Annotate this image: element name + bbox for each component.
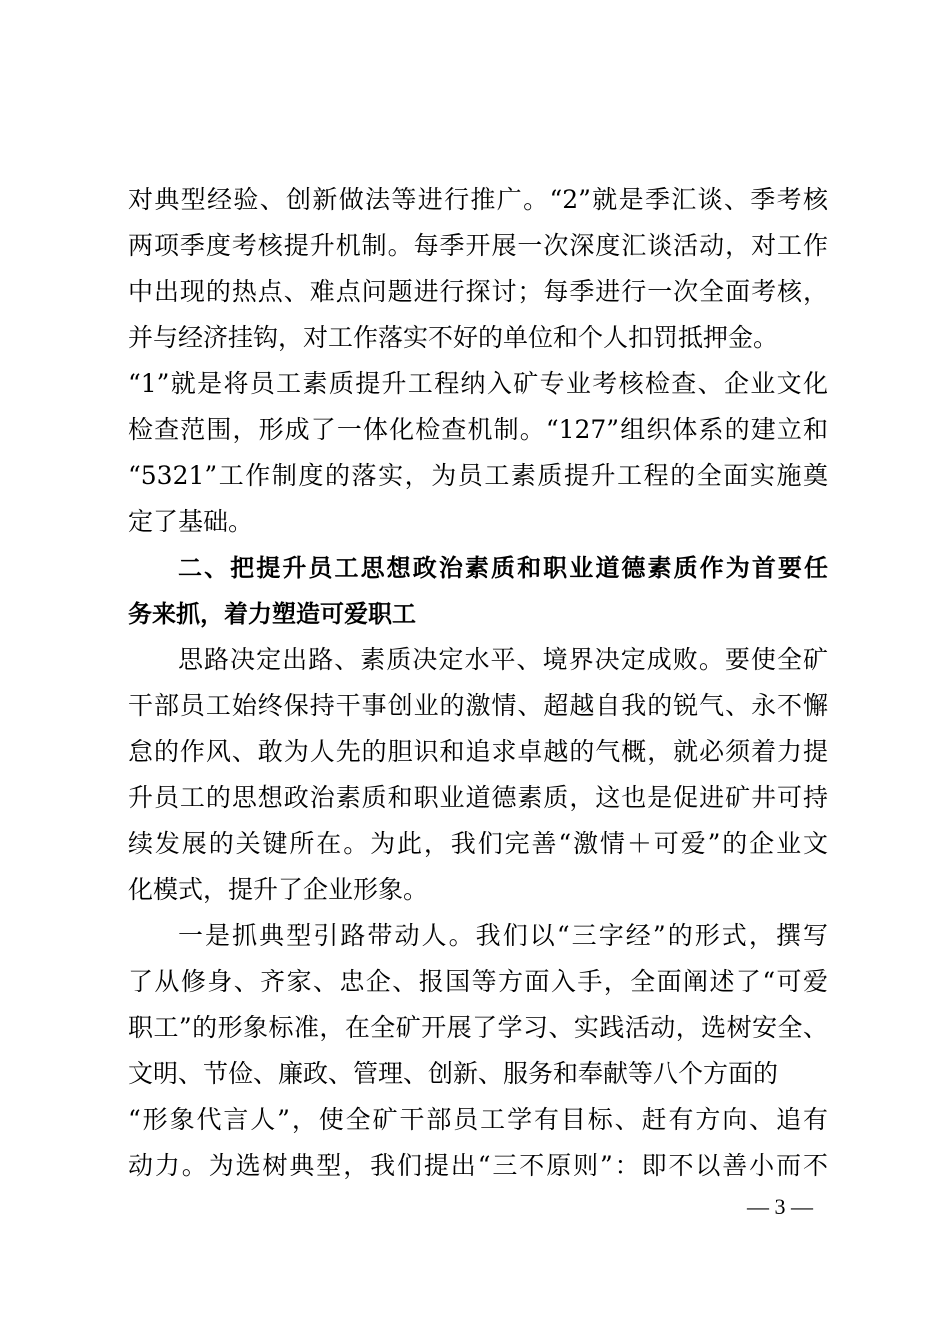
paragraph-1-line-5: “1”就是将员工素质提升工程纳入矿专业考核检查、企业文化	[128, 369, 828, 398]
paragraph-2-line-1: 思路决定出路、素质决定水平、境界决定成败。要使全矿	[178, 645, 828, 674]
paragraph-3-line-1: 一是抓典型引路带动人。我们以“三字经”的形式，撰写	[178, 921, 828, 950]
paragraph-3-line-6: 动力。为选树典型，我们提出“三不原则”：即不以善小而不	[128, 1151, 828, 1180]
section-heading-line-1: 二、把提升员工思想政治素质和职业道德素质作为首要任	[178, 554, 828, 582]
paragraph-1-line-8: 定了基础。	[128, 507, 254, 536]
paragraph-1-line-6: 检查范围，形成了一体化检查机制。“127”组织体系的建立和	[128, 415, 828, 444]
paragraph-2-line-4: 升员工的思想政治素质和职业道德素质，这也是促进矿井可持	[128, 783, 828, 812]
page-number: — 3 —	[747, 1194, 813, 1219]
section-heading-line-2: 务来抓，着力塑造可爱职工	[128, 600, 416, 628]
paragraph-1-line-4: 并与经济挂钩，对工作落实不好的单位和个人扣罚抵押金。	[128, 323, 779, 352]
paragraph-3-line-4: 文明、节俭、廉政、管理、创新、服务和奉献等八个方面的	[128, 1059, 779, 1088]
paragraph-3-line-5: “形象代言人”，使全矿干部员工学有目标、赶有方向、追有	[128, 1105, 828, 1134]
paragraph-1-line-7: “5321”工作制度的落实，为员工素质提升工程的全面实施奠	[128, 461, 828, 490]
paragraph-2-line-3: 怠的作风、敢为人先的胆识和追求卓越的气概，就必须着力提	[128, 737, 828, 766]
paragraph-2-line-6: 化模式，提升了企业形象。	[128, 875, 429, 904]
paragraph-1-line-3: 中出现的热点、难点问题进行探讨；每季进行一次全面考核，	[128, 277, 828, 306]
paragraph-3-line-3: 职工”的形象标准，在全矿开展了学习、实践活动，选树安全、	[128, 1013, 828, 1042]
paragraph-2-line-5: 续发展的关键所在。为此，我们完善“激情＋可爱”的企业文	[128, 829, 828, 858]
paragraph-3-line-2: 了从修身、齐家、忠企、报国等方面入手，全面阐述了“可爱	[128, 967, 828, 996]
paragraph-1-line-2: 两项季度考核提升机制。每季开展一次深度汇谈活动，对工作	[128, 231, 828, 260]
paragraph-1-line-1: 对典型经验、创新做法等进行推广。“2”就是季汇谈、季考核	[128, 185, 828, 214]
paragraph-2-line-2: 干部员工始终保持干事创业的激情、超越自我的锐气、永不懈	[128, 691, 828, 720]
